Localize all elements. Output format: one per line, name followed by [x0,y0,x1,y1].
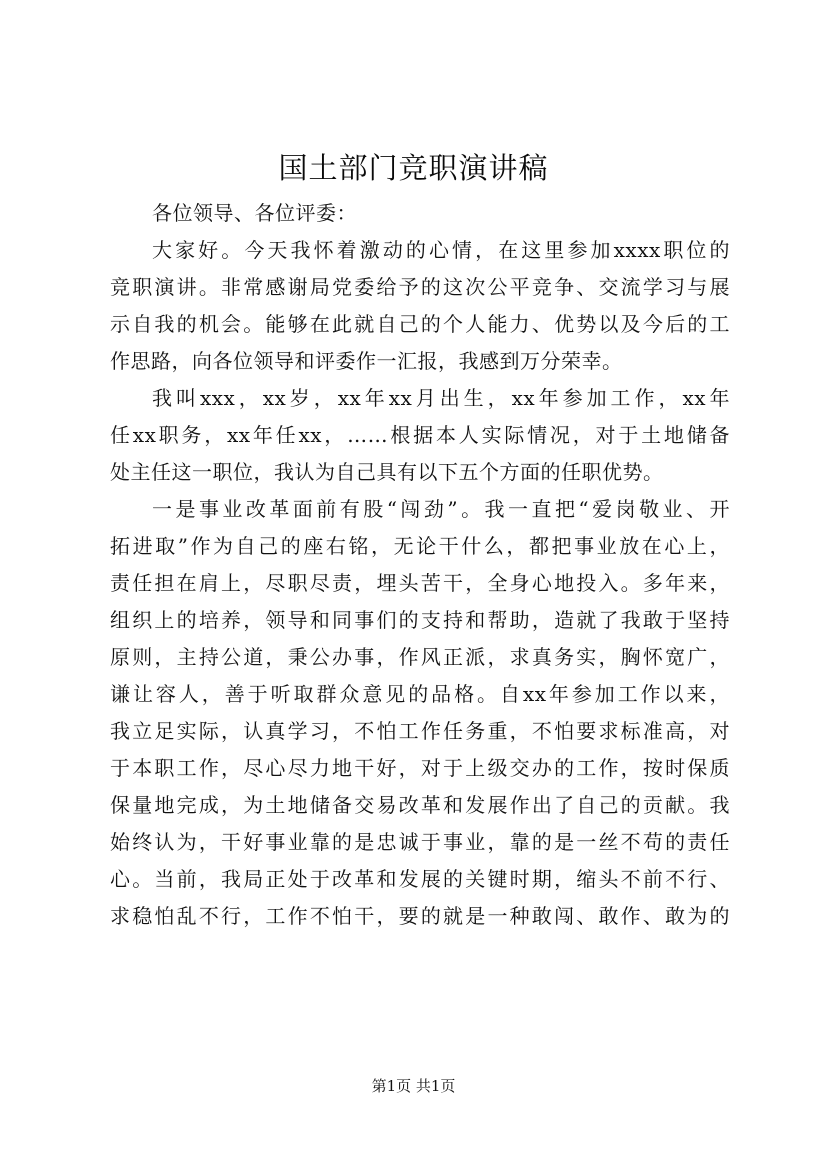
document-title: 国土部门竞职演讲稿 [278,151,549,185]
paragraph-line: 心。当前，我局正处于改革和发展的关键时期，缩头不前不行、 [110,867,730,891]
paragraph-line: 任xx职务，xx年任xx，……根据本人实际情况，对于土地储备 [110,423,730,447]
paragraph-line: 竞职演讲。非常感谢局党委给予的这次公平竞争、交流学习与展 [110,275,730,299]
paragraph-line: 谦让容人，善于听取群众意见的品格。自xx年参加工作以来， [110,682,730,706]
page-footer: 第1页 共1页 [371,1077,456,1095]
paragraph-line: 求稳怕乱不行，工作不怕干，要的就是一种敢闯、敢作、敢为的 [110,904,730,928]
paragraph-line: 作思路，向各位领导和评委作一汇报，我感到万分荣幸。 [110,349,623,373]
paragraph-line: 拓进取”作为自己的座右铭，无论干什么，都把事业放在心上， [110,534,730,558]
paragraph-line: 原则，主持公道，秉公办事，作风正派，求真务实，胸怀宽广， [110,645,730,669]
paragraph-line: 我立足实际，认真学习，不怕工作任务重，不怕要求标准高，对 [110,719,730,743]
paragraph-line: 处主任这一职位，我认为自己具有以下五个方面的任职优势。 [110,460,664,484]
paragraph-line: 始终认为，干好事业靠的是忠诚于事业，靠的是一丝不苟的责任 [110,830,730,854]
paragraph-line: 保量地完成，为土地储备交易改革和发展作出了自己的贡献。我 [110,793,730,817]
paragraph-line: 示自我的机会。能够在此就自己的个人能力、优势以及今后的工 [110,312,730,336]
document-body [110,195,730,935]
paragraph-line: 一是事业改革面前有股“闯劲”。我一直把“爱岗敬业、开 [152,497,730,521]
paragraph-line: 我叫xxx，xx岁，xx年xx月出生，xx年参加工作，xx年 [152,386,730,410]
paragraph-line: 于本职工作，尽心尽力地干好，对于上级交办的工作，按时保质 [110,756,730,780]
salutation-line: 各位领导、各位评委： [152,201,357,225]
paragraph-line: 责任担在肩上，尽职尽责，埋头苦干，全身心地投入。多年来， [110,571,730,595]
paragraph-line: 大家好。今天我怀着激动的心情，在这里参加xxxx职位的 [152,238,730,262]
paragraph-line: 组织上的培养，领导和同事们的支持和帮助，造就了我敢于坚持 [110,608,730,632]
